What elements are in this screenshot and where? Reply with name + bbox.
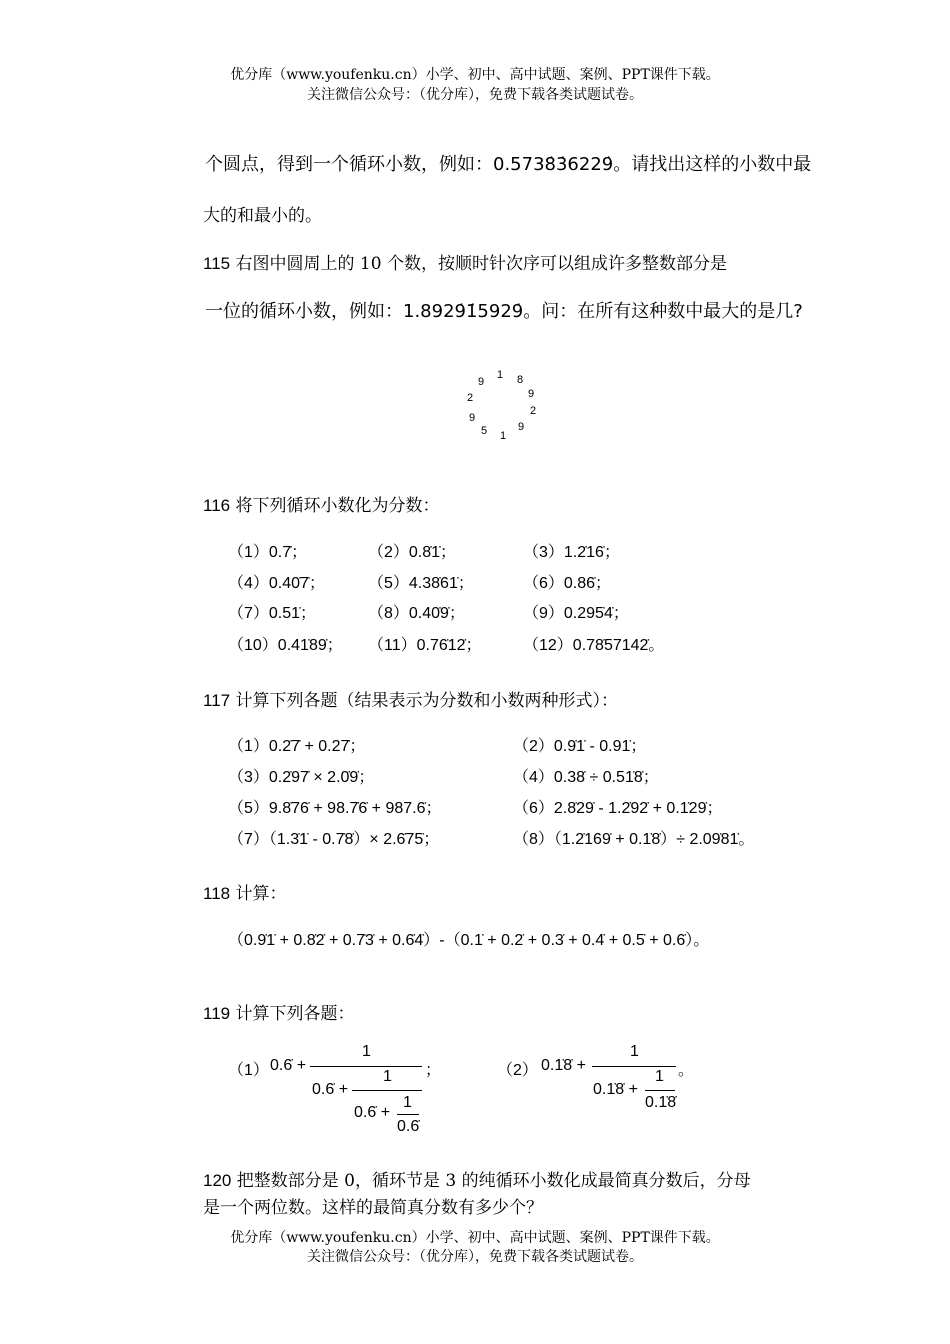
problem-120-line-2: 是一个两位数。这样的最简真分数有多少个？ — [203, 1198, 543, 1218]
exercise-item: （5）9.8̇76̇ + 98.7̇6̇ + 987.6̇； — [228, 800, 442, 817]
problem-116 — [203, 491, 440, 516]
fraction-bar — [310, 1066, 422, 1067]
problem-number: 118 — [203, 884, 231, 903]
exercise-item: （3）1.2̇16̇； — [523, 544, 620, 561]
footer-line-2: 关注微信公众号：（优分库），免费下载各类试题试卷。 — [307, 1249, 643, 1265]
numerator: 1 — [655, 1068, 664, 1085]
exercise-item: （1）0.7̇； — [228, 544, 308, 561]
circle-digit: 8 — [517, 374, 524, 386]
exercise-item: （12）0.78̇57142̇。 — [523, 637, 665, 654]
fraction-end: 。 — [678, 1062, 695, 1079]
fraction-bar — [592, 1066, 676, 1067]
problem-text: 将下列循环小数化为分数： — [235, 496, 440, 516]
exercise-item: （8）（1.2̇169̇ + 0.1̇8̇）÷ 2.09̇81̇。 — [513, 831, 755, 848]
header-line-2: 关注微信公众号：（优分库），免费下载各类试题试卷。 — [307, 87, 643, 103]
fraction-lead: 0.1̇8̇ + — [541, 1057, 586, 1074]
exercise-item: （7）（1.3̇1̇ - 0.7̇8̇）× 2.6̇75̇； — [228, 831, 440, 848]
fraction-bar — [352, 1090, 422, 1091]
exercise-item: （6）2.8̇29̇ - 1.2̇92̇ + 0.1̇29̇； — [513, 800, 723, 817]
problem-118 — [203, 879, 287, 904]
problem-text: 把整数部分是 0，循环节是 3 的纯循环小数化成最简真分数后，分母 — [236, 1171, 751, 1191]
exercise-item: （3）0.2̇97̇ × 2.0̇9̇； — [228, 769, 375, 786]
exercise-item: （2）0.8̇1̇； — [368, 544, 457, 561]
problem-number: 119 — [203, 1004, 231, 1023]
circle-digit: 1 — [500, 430, 507, 442]
fraction-bar — [645, 1090, 675, 1091]
item-label: （2） — [497, 1062, 538, 1079]
problem-number: 115 — [203, 254, 231, 273]
exercise-item: （8）0.40̇9̇； — [368, 605, 465, 622]
header-line-1: 优分库（www.youfenku.cn）小学、初中、高中试题、案例、PPT课件下载。 — [230, 67, 720, 83]
problem-number: 117 — [203, 691, 231, 710]
circle-digit: 9 — [478, 376, 485, 388]
problem-117 — [203, 686, 618, 711]
problem-120 — [203, 1166, 751, 1191]
circle-digit: 9 — [518, 421, 525, 433]
circle-digit: 5 — [481, 425, 488, 437]
problem-115-line-2: 一位的循环小数，例如：1.8929̇1̇5929̇。问：在所有这种数中最大的是几? — [205, 301, 803, 322]
exercise-item: （11）0.76̇12̇； — [368, 637, 482, 654]
exercise-item: （1）0.2̇7̇ + 0.27̇； — [228, 738, 366, 755]
problem-text: 计算： — [235, 884, 287, 904]
intro-line-2: 大的和最小的。 — [203, 206, 322, 226]
circle-digit: 2 — [530, 405, 537, 417]
intro-line-1: 个圆点，得到一个循环小数，例如：0.5738̇3̇6229̇。请找出这样的小数中最 — [205, 154, 812, 175]
denominator-last: 0.6̇ — [397, 1118, 420, 1135]
fraction-lead: 0.6̇ + — [270, 1057, 307, 1074]
problem-text: 计算下列各题： — [235, 1004, 355, 1024]
exercise-item: （4）0.40̇7̇； — [228, 575, 325, 592]
problem-118-expression: （0.9̇1̇ + 0.8̇2̇ + 0.7̇3̇ + 0.6̇4̇）-（0.1̇ + 0.2̇ + 0.3̇ + 0.4̇ + 0.5̇ + 0.6̇）。 — [228, 932, 710, 949]
problem-text: 计算下列各题（结果表示为分数和小数两种形式）： — [235, 691, 619, 711]
numerator: 1 — [403, 1094, 412, 1111]
problem-number: 120 — [203, 1171, 232, 1190]
numerator: 1 — [383, 1068, 392, 1085]
exercise-item: （7）0.51̇； — [228, 605, 317, 622]
numerator: 1 — [630, 1043, 639, 1060]
exercise-item: （5）4.38̇61̇； — [368, 575, 474, 592]
exercise-item: （6）0.86̇； — [523, 575, 612, 592]
exercise-item: （2）0.9̇1̇ - 0.91̇； — [513, 738, 647, 755]
numerator: 1 — [362, 1043, 371, 1060]
denominator-lead: 0.1̇8̇ + — [593, 1081, 638, 1098]
circle-digit: 9 — [469, 412, 476, 424]
fraction-end: ； — [425, 1062, 442, 1079]
footer-line-1: 优分库（www.youfenku.cn）小学、初中、高中试题、案例、PPT课件下载。 — [230, 1230, 720, 1246]
exercise-item: （4）0.38̇ ÷ 0.51̇8̇； — [513, 769, 659, 786]
circle-digit: 9 — [528, 388, 535, 400]
problem-number: 116 — [203, 496, 231, 515]
circle-digit: 1 — [497, 369, 504, 381]
item-label: （1） — [228, 1062, 269, 1079]
fraction-bar — [397, 1114, 419, 1115]
denominator-lead: 0.6̇ + — [312, 1081, 349, 1098]
exercise-item: （9）0.295̇4̇； — [523, 605, 629, 622]
denominator-last: 0.1̇8̇ — [645, 1094, 677, 1111]
problem-text: 右图中圆周上的 10 个数，按顺时针次序可以组成许多整数部分是 — [235, 254, 727, 274]
exercise-item: （10）0.41̇89̇； — [228, 637, 343, 654]
circle-digit: 2 — [467, 392, 474, 404]
problem-115 — [203, 249, 727, 274]
denominator-lead: 0.6̇ + — [354, 1104, 391, 1121]
problem-119 — [203, 999, 355, 1024]
